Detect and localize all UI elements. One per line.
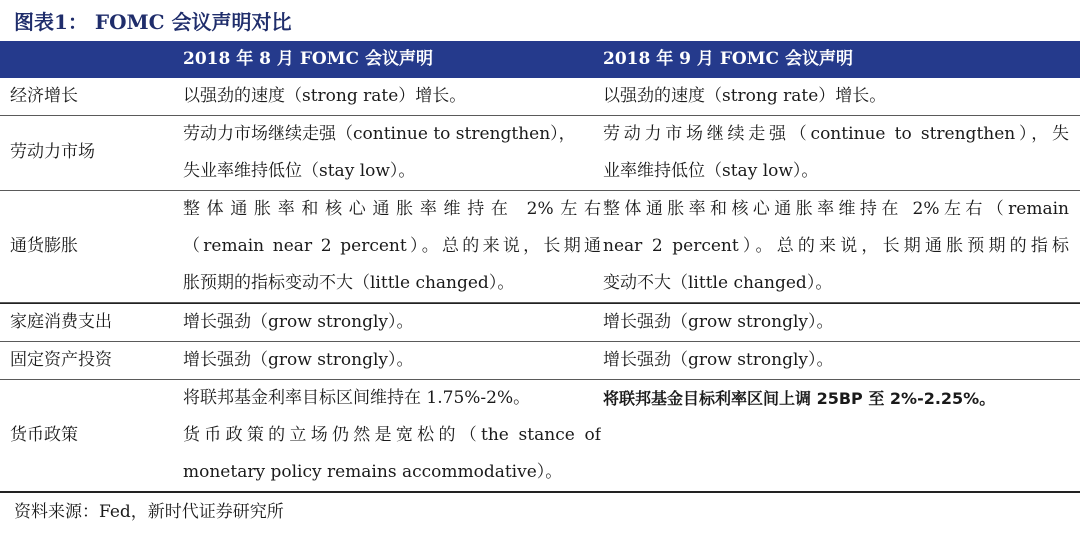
header-sep: 2018 年 9 月 FOMC 会议声明: [603, 49, 853, 69]
aug-cell-line: 胀预期的指标变动不大（little changed）。: [183, 273, 515, 293]
row-label: 货币政策: [10, 425, 78, 445]
aug-cell-line: monetary policy remains accommodative）。: [183, 462, 563, 482]
aug-cell-line: 货币政策的立场仍然是宽松的（the stance of: [183, 425, 601, 445]
sep-cell-line: 增长强劲（grow strongly）。: [603, 350, 834, 370]
sep-cell-line: 将联邦基金目标利率区间上调 25BP 至 2%-2.25%。: [603, 389, 996, 408]
row-label: 固定资产投资: [10, 350, 112, 370]
aug-cell-line: 失业率维持低位（stay low）。: [183, 161, 416, 181]
table-header: [0, 41, 1080, 78]
row-label: 经济增长: [10, 86, 78, 106]
aug-cell-line: 以强劲的速度（strong rate）增长。: [183, 86, 467, 106]
table-row: [0, 116, 1080, 191]
aug-cell-line: （remain near 2 percent）。总的来说，长期通: [183, 236, 601, 256]
aug-cell-line: 将联邦基金利率目标区间维持在 1.75%-2%。: [183, 388, 531, 408]
row-label: 通货膨胀: [10, 236, 78, 256]
row-label: 家庭消费支出: [10, 312, 112, 332]
table-row: [0, 78, 1080, 116]
table-row: [0, 303, 1080, 342]
aug-cell-line: 整体通胀率和核心通胀率维持在 2%左右: [183, 199, 601, 219]
sep-cell-line: 劳动力市场继续走强（continue to strengthen），失: [603, 124, 1069, 144]
sep-cell-line: 整体通胀率和核心通胀率维持在 2%左右（remain: [603, 199, 1069, 219]
table-row: [0, 342, 1080, 380]
sep-cell-line: near 2 percent）。总的来说，长期通胀预期的指标: [603, 236, 1069, 256]
figure-title: 图表1： FOMC 会议声明对比: [14, 10, 292, 34]
sep-cell-line: 业率维持低位（stay low）。: [603, 161, 819, 181]
sep-cell-line: 增长强劲（grow strongly）。: [603, 312, 834, 332]
aug-cell-line: 增长强劲（grow strongly）。: [183, 312, 414, 332]
comparison-table: [0, 41, 1080, 493]
table-row: [0, 380, 1080, 493]
aug-cell-line: 劳动力市场继续走强（continue to strengthen），: [183, 124, 576, 144]
aug-cell-line: 增长强劲（grow strongly）。: [183, 350, 414, 370]
sep-cell-line: 变动不大（little changed）。: [603, 273, 833, 293]
row-label: 劳动力市场: [10, 142, 95, 162]
source-note: 资料来源：Fed，新时代证券研究所: [14, 502, 284, 522]
table-row: [0, 191, 1080, 303]
sep-cell-line: 以强劲的速度（strong rate）增长。: [603, 86, 887, 106]
header-aug: 2018 年 8 月 FOMC 会议声明: [183, 49, 433, 69]
